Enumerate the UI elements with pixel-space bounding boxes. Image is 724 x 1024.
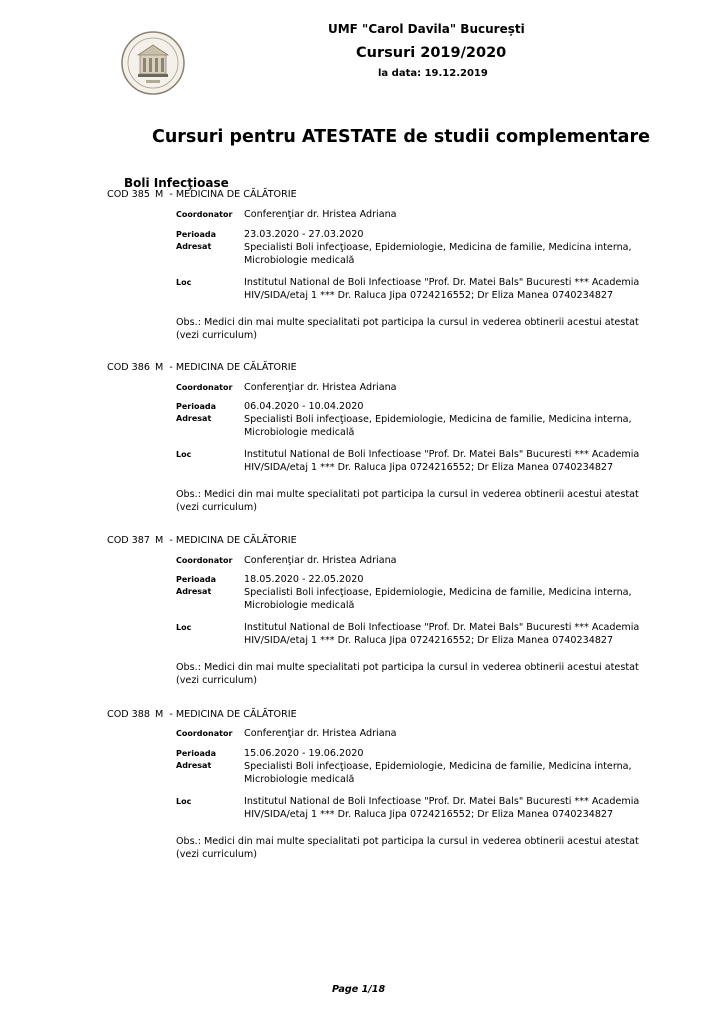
header-date	[378, 68, 488, 79]
coordonator-value: Conferenţiar dr. Hristea Adriana	[244, 209, 397, 220]
course-type: M	[155, 362, 164, 373]
coordonator-label: Coordonator	[176, 556, 233, 565]
course-title: - MEDICINA DE CĂLĂTORIE	[169, 362, 297, 373]
observations: Obs.: Medici din mai multe specialitati pot participa la cursul in vederea obtinerii acestui atestat (vezi curriculum)	[176, 489, 639, 513]
date-value: 19.12.2019	[424, 68, 488, 79]
university-seal-icon	[120, 30, 186, 96]
date-label: la data:	[378, 68, 422, 79]
loc-value: Institutul National de Boli Infectioase "Prof. Dr. Matei Bals" Bucuresti *** Academia HIV/SIDA/etaj 1 *** Dr. Raluca Jipa 0724216552; Dr Eliza Manea 0740234827	[244, 449, 640, 473]
page-number: Page 1/18	[332, 984, 386, 995]
course-code: COD 386	[107, 362, 150, 373]
coordonator-value: Conferenţiar dr. Hristea Adriana	[244, 382, 397, 393]
observations: Obs.: Medici din mai multe specialitati pot participa la cursul in vederea obtinerii acestui atestat (vezi curriculum)	[176, 662, 639, 686]
perioada-value: 18.05.2020 - 22.05.2020	[244, 574, 364, 585]
header-university: UMF "Carol Davila" București	[328, 22, 525, 36]
course-type: M	[155, 535, 164, 546]
perioada-label: Perioada	[176, 575, 216, 584]
page-title: Cursuri pentru ATESTATE de studii complementare	[152, 127, 650, 147]
perioada-label: Perioada	[176, 230, 216, 239]
loc-label: Loc	[176, 278, 192, 287]
adresat-value: Specialisti Boli infecţioase, Epidemiologie, Medicina de familie, Medicina interna, Microbiologie medicală	[244, 242, 632, 266]
course-type: M	[155, 189, 164, 200]
coordonator-label: Coordonator	[176, 210, 233, 219]
loc-label: Loc	[176, 623, 192, 632]
perioada-value: 15.06.2020 - 19.06.2020	[244, 748, 364, 759]
course-type: M	[155, 709, 164, 720]
loc-label: Loc	[176, 797, 192, 806]
adresat-value: Specialisti Boli infecţioase, Epidemiologie, Medicina de familie, Medicina interna, Microbiologie medicală	[244, 587, 632, 611]
course-title: - MEDICINA DE CĂLĂTORIE	[169, 535, 297, 546]
adresat-value: Specialisti Boli infecţioase, Epidemiologie, Medicina de familie, Medicina interna, Microbiologie medicală	[244, 761, 632, 785]
course-heading	[107, 362, 297, 373]
course-code: COD 387	[107, 535, 150, 546]
adresat-value: Specialisti Boli infecţioase, Epidemiologie, Medicina de familie, Medicina interna, Microbiologie medicală	[244, 414, 632, 438]
adresat-label: Adresat	[176, 761, 212, 770]
course-code: COD 388	[107, 709, 150, 720]
coordonator-value: Conferenţiar dr. Hristea Adriana	[244, 728, 397, 739]
perioada-value: 06.04.2020 - 10.04.2020	[244, 401, 364, 412]
course-title: - MEDICINA DE CĂLĂTORIE	[169, 709, 297, 720]
perioada-value: 23.03.2020 - 27.03.2020	[244, 229, 364, 240]
loc-label: Loc	[176, 450, 192, 459]
loc-value: Institutul National de Boli Infectioase "Prof. Dr. Matei Bals" Bucuresti *** Academia HIV/SIDA/etaj 1 *** Dr. Raluca Jipa 0724216552; Dr Eliza Manea 0740234827	[244, 796, 640, 820]
perioada-label: Perioada	[176, 402, 216, 411]
coordonator-label: Coordonator	[176, 729, 233, 738]
loc-value: Institutul National de Boli Infectioase "Prof. Dr. Matei Bals" Bucuresti *** Academia HIV/SIDA/etaj 1 *** Dr. Raluca Jipa 0724216552; Dr Eliza Manea 0740234827	[244, 277, 640, 301]
coordonator-label: Coordonator	[176, 383, 233, 392]
adresat-label: Adresat	[176, 587, 212, 596]
section-title: Boli Infecţioase	[124, 176, 229, 190]
header-courses-year: Cursuri 2019/2020	[356, 45, 507, 61]
course-code: COD 385	[107, 189, 150, 200]
course-heading	[107, 535, 297, 546]
course-heading	[107, 709, 297, 720]
adresat-label: Adresat	[176, 242, 212, 251]
perioada-label: Perioada	[176, 749, 216, 758]
observations: Obs.: Medici din mai multe specialitati pot participa la cursul in vederea obtinerii acestui atestat (vezi curriculum)	[176, 836, 639, 860]
adresat-label: Adresat	[176, 414, 212, 423]
course-title: - MEDICINA DE CĂLĂTORIE	[169, 189, 297, 200]
coordonator-value: Conferenţiar dr. Hristea Adriana	[244, 555, 397, 566]
loc-value: Institutul National de Boli Infectioase "Prof. Dr. Matei Bals" Bucuresti *** Academia HIV/SIDA/etaj 1 *** Dr. Raluca Jipa 0724216552; Dr Eliza Manea 0740234827	[244, 622, 640, 646]
observations: Obs.: Medici din mai multe specialitati pot participa la cursul in vederea obtinerii acestui atestat (vezi curriculum)	[176, 317, 639, 341]
course-heading	[107, 189, 297, 200]
